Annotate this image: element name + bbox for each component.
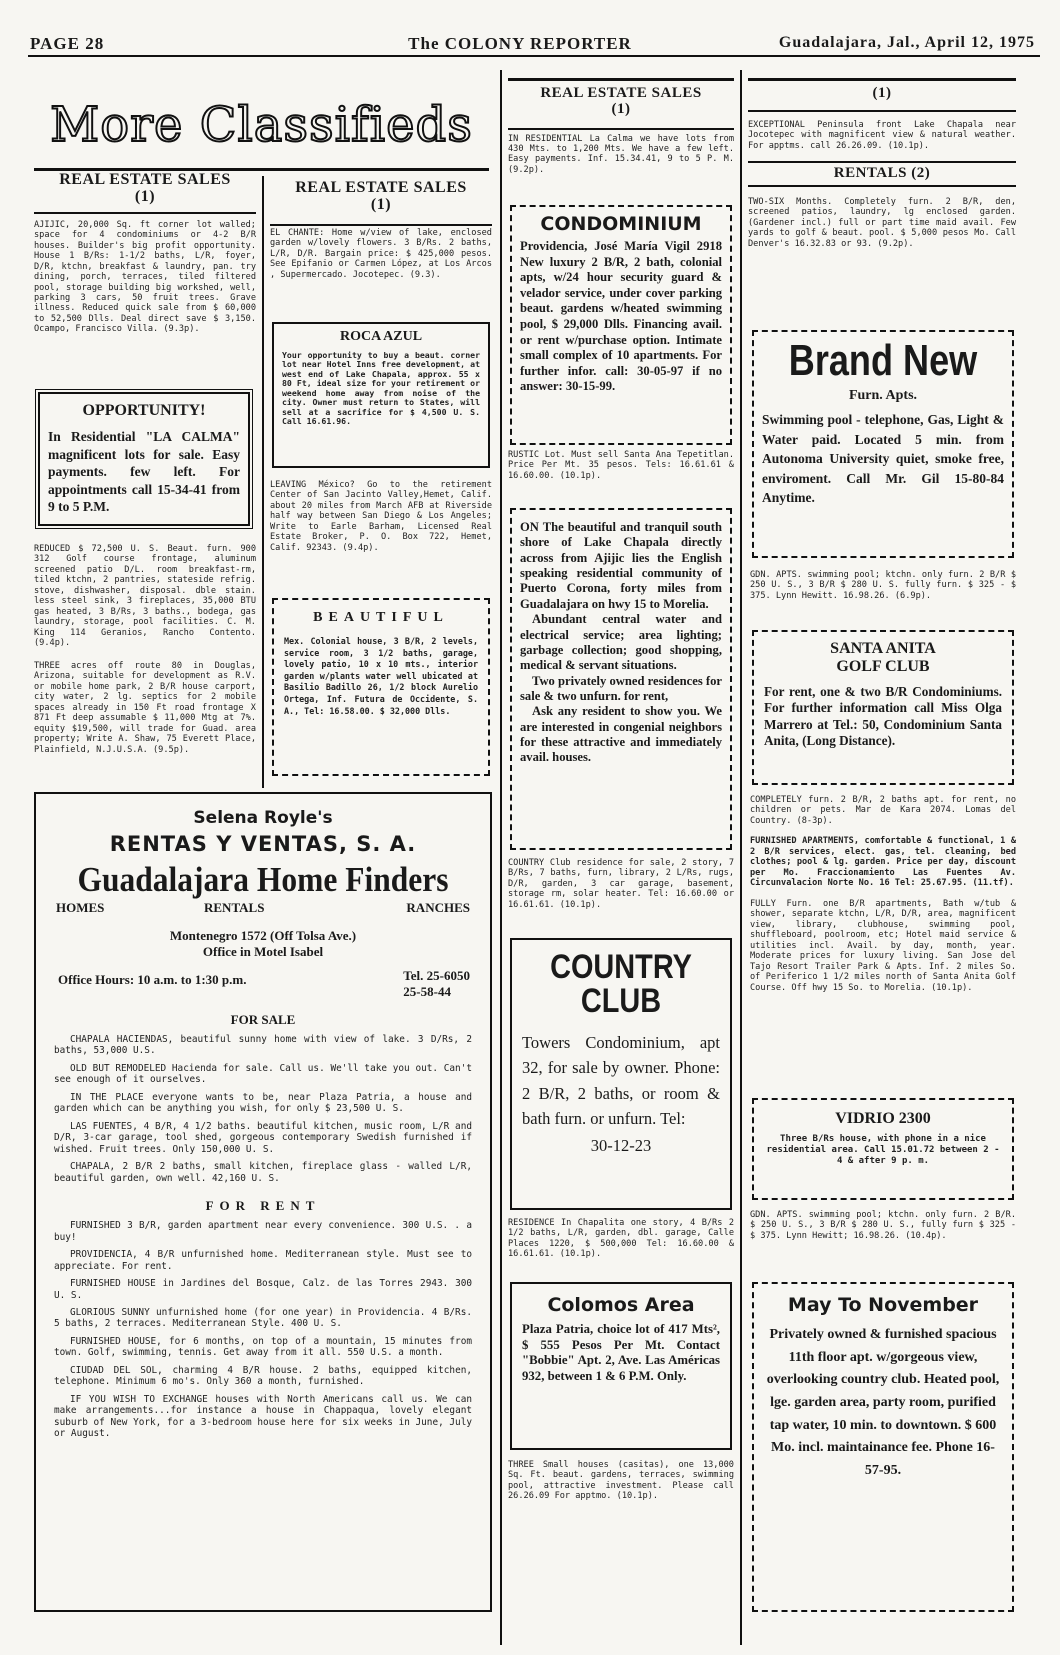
selena-hours: Office Hours: 10 a.m. to 1:30 p.m. [58, 972, 247, 987]
header-rule [28, 55, 1040, 57]
rent-listing: FURNISHED 3 B/R, garden apartment near every convenience. 300 U.S. . a buy! [54, 1220, 472, 1243]
column-3-residence [508, 1218, 734, 1260]
lake-text-2: Abundant central water and electrical service; area lighting; garbage collection; good shopping, medical & servant situations. [520, 612, 722, 673]
sale-listing: CHAPALA HACIENDAS, beautiful sunny home with view of lake. 3 D/Rs, 2 baths, 53,000 U.S. [54, 1034, 472, 1057]
roca-azul-text: Your opportunity to buy a beaut. corner lot near Hotel Inns free development, at west end of Lake Chapala, approx. 55 x 80 Ft, ideal size for your retirement or weekend home away from noise of the city. Owner must return to States, will sell at a sacrifice for $ 4,500 U. S. Call 16.61.96. [282, 350, 480, 426]
condominium-ad [510, 205, 732, 445]
selena-address1: Montenegro 1572 (Off Tolsa Ave.) [169, 928, 357, 943]
ad-rustic: RUSTIC Lot. Must sell Santa Ana Tepetitlan. Price Per Mt. 35 pesos. Tels: 16.61.61 & 16.60.00. (10.1p). [508, 450, 734, 481]
rent-listing: GLORIOUS SUNNY unfurnished home (for one year) in Providencia. 4 B/Rs. 5 baths, 2 terraces. Mediterranean Style. 400 U. S. [54, 1306, 472, 1330]
rent-listing: PROVIDENCIA, 4 B/R unfurnished home. Mediterranean style. Must see to appreciate. For rent. [54, 1249, 472, 1272]
col2-heading-rule [270, 224, 492, 226]
ad-reduced: REDUCED $ 72,500 U. S. Beaut. furn. 900 312 Golf course frontage, aluminum screened patio D/L. room breakfast-rm, tiled ktchn, 2 pantries, stateside refrig. stove, dishwasher, disposal. dble stain. less steel sink, 3 fireplaces, 35,000 BTU gas heated, 3 B/Rs, 3 baths., bodega, gas laundry, storage, pool facilities. C. M. King 114 Geranios, Rancho Contento. (9.4p). [34, 544, 256, 649]
sale-list [54, 1034, 472, 1184]
col1-heading: REAL ESTATE SALES (1) [59, 171, 231, 205]
santa-anita-title-1: SANTA ANITA [830, 640, 936, 657]
for-rent-heading: FOR RENT [205, 1198, 321, 1214]
col3-divider [740, 70, 742, 1645]
rentals-label: RENTALS [204, 900, 265, 915]
opportunity-title: OPPORTUNITY! [82, 402, 206, 419]
selena-contact [54, 968, 472, 1002]
column-1-lower [34, 544, 256, 755]
ad-el-chante: EL CHANTE: Home w/view of lake, enclosed garden w/lovely flowers. 3 B/Rs. 2 baths, L/R, D/R. Bargain price: $ 425,000 pesos. See Epifanio or Carmen López, at Los Arcos , Supermercado. Jocotepec. (9.3). [270, 227, 492, 280]
column-3-rustic [508, 450, 734, 481]
ad-residence: RESIDENCE In Chapalita one story, 4 B/Rs 2 1/2 baths, L/R, garden, dbl. garage, Calle Places 1220, $ 500,000 Tel: 16.60.00 & 16.61.61. (10.1p). [508, 1218, 734, 1260]
condominium-text: Providencia, José María Vigil 2918 New luxury 2 B/R, 2 bath, colonial apts, w/24 hour security guard & velador service, under cover parking beaut. gardens w/heated swimming pool, $ 29,000 Dlls. Financing avail. or rent w/purchase option. Intimate small complex of 10 apartments. For further infor. call: 30-05-97 if no answer: 30-15-99. [520, 239, 722, 394]
vidrio-text: Three B/Rs house, with phone in a nice residential area. Call 15.01.72 between 2 - 4 & after 9 p. m. [766, 1134, 1000, 1166]
column-3 [508, 86, 734, 175]
column-1 [34, 172, 256, 335]
selena-categories [54, 900, 472, 918]
rent-listing: FURNISHED HOUSE, for 6 months, on top of a mountain, 15 minutes from town. Golf, swimming, tennis. Get away from it all. 550 U.S. a month. [54, 1335, 472, 1359]
homes-label: HOMES [56, 900, 105, 915]
selena-line3: Guadalajara Home Finders [77, 860, 449, 899]
country-club-text: Towers Condominium, apt 32, for sale by owner. Phone: 2 B/R, 2 baths, or room & bath furn. or unfurn. Tel: [522, 1032, 720, 1129]
col2-heading: REAL ESTATE SALES (1) [295, 179, 467, 213]
country-club-ad [510, 938, 732, 1210]
lake-text-4: Ask any resident to show you. We are interested in congenial neighbors for these attractive and immediately avail. houses. [520, 704, 722, 765]
column-2-mid [270, 480, 492, 553]
sale-listing: OLD BUT REMODELED Hacienda for sale. Call us. We'll take you out. Can't see enough of it ourselves. [54, 1062, 472, 1086]
opportunity-ad [38, 392, 250, 526]
rent-listing: IF YOU WISH TO EXCHANGE houses with North Americans call us. We can make arrangements...for instance a house in Chappaqua, lovely elegant suburb of New York, for a 3-bedroom house here for six weeks in June, July or August. [54, 1393, 472, 1440]
col3-heading: REAL ESTATE SALES (1) [540, 85, 702, 117]
col1-divider [262, 176, 264, 788]
country-club-title-1: COUNTRY [550, 948, 692, 986]
selena-address2: Office in Motel Isabel [202, 944, 324, 959]
ad-furnished-apartments: FURNISHED APARTMENTS, comfortable & functional, 1 & 2 B/R services, elect. gas, tel. cleaning, bed clothes; pool & lg. garden. Price per day, discount per Mo. Fraccionamiento Las Fuentes Av. Circunvalacion Norte No. 16 Tel: 25.67.95. (11.tf). [750, 836, 1016, 889]
selena-line1: Selena Royle's [193, 808, 333, 828]
col3-heading-rule [508, 128, 734, 130]
lake-chapala-ad [510, 508, 732, 850]
ad-two-six: TWO-SIX Months. Completely furn. 2 B/R, den, screened patios, laundry, lg enclosed garden. (Gardener incl.) full or part time maid avail. Few yards to golf & beaut. pool. $ 5,000 pesos Mo. Call Denver's 16.32.83 or 93. (9.2p). [748, 196, 1016, 249]
brand-new-text: Swimming pool - telephone, Gas, Light & Water paid. Located 5 min. from Autonoma University quiet, smoke free, enviroment. Call Mr. Gil 15-80-84 Anytime. [762, 412, 1004, 506]
for-sale-heading: FOR SALE [230, 1012, 296, 1027]
ad-fully-furn: FULLY Furn. one B/R apartments, Bath w/tub & shower, separate ktchn, L/R, D/R, area, magnificent view, library, clubhouse, swimming pool, shuffleboard, poolroom, etc; Hotel maid service & utilities incl. Avail. by day, month, year. Moderate prices for luxury living. San Jose del Tajo Resort Trailer Park & Apts. Inf. 2 miles So. of Periferico 1 1/2 miles north of Santa Anita Golf Course. Off hwy 15 So. to Morelia. (10.1p). [750, 898, 1016, 993]
sale-listing: LAS FUENTES, 4 B/R, 4 1/2 baths. beautiful kitchen, music room, L/R and D/R, 3-car garage, tool shed, gorgeous contemporary Swedish furnished if wished. Fruit trees. Only 150,000 U. S. [54, 1120, 472, 1155]
page-number: PAGE 28 [30, 34, 105, 53]
column-4 [748, 86, 1016, 249]
place-date: Guadalajara, Jal., April 12, 1975 [778, 34, 1035, 51]
beautiful-ad [272, 598, 490, 776]
col3-top-rule [508, 78, 734, 81]
col4-heading-1: (1) [872, 85, 892, 101]
may-title: May To November [787, 1294, 979, 1316]
vidrio-ad [752, 1098, 1014, 1200]
col4-top-rule [748, 78, 1016, 81]
col2-divider [500, 70, 502, 1645]
colomos-text: Plaza Patria, choice lot of 417 Mts², $ 555 Pesos Per Mt. Contact "Bobbie" Apt. 2, Ave. Las Américas 932, between 1 & 6 P.M. Only. [522, 1322, 720, 1383]
rent-list [54, 1220, 472, 1440]
selena-line2: RENTAS Y VENTAS, S. A. [109, 832, 417, 856]
ad-ajijic: AJIJIC, 20,000 Sq. ft corner lot walled; space for 4 condominiums or 4-2 B/R houses. Builder's big profit opportunity. House 1 B/Rs: 1-1/2 baths, L/R, foyer, D/R, ktchn, breakfast & laundry, pan. try dining, porch, terraces, tiled filtered pool, storage building big workshed, well, parking 3 cars, 50 fruit trees. Grave illness. Reduced quick sale from $ 60,000 to 52,500 Dlls. Deal direct save $ 3,150. Ocampo, Francisco Villa. (9.3p). [34, 219, 256, 335]
column-4-gdn2 [750, 1210, 1016, 1241]
col4-heading-2: RENTALS (2) [748, 161, 1016, 187]
selena-royle-ad [34, 792, 492, 1612]
column-2 [270, 180, 492, 280]
roca-azul-ad [272, 322, 490, 468]
brand-new-title: Brand New [788, 336, 978, 385]
ad-three-acres: THREE acres off route 80 in Douglas, Arizona, suitable for development as R.V. or mobile home park, 2 B/R house carport, city water, 2 lg. septics for 2 mobile spaces already in 150 Ft road frontage X 871 Ft deep assumable $ 11,000 Mtg at 7%. equity $19,500, will trade for Guad. area property; Write A. Shaw, 75 Everett Place, Plainfield, N.J.U.S.A. (9.5p). [34, 660, 256, 755]
lake-text-3: Two privately owned residences for sale & two unfurn. for rent, [520, 673, 722, 703]
ad-gdn-apts-2: GDN. APTS. swimming pool; ktchn. only furn. 2 B/R. $ 250 U. S., 3 B/R $ 280 U. S., fully furn $ 325 - $ 375. Lynn Hewitt; 16.98.26. (10.4p). [750, 1210, 1016, 1241]
country-club-tel: 30-12-23 [590, 1135, 652, 1155]
santa-anita-ad [752, 630, 1014, 785]
ad-gdn-apts-1: GDN. APTS. swimming pool; ktchn. only furn. 2 B/R $ 250 U. S., 3 B/R $ 280 U. S. fully furn. $ 325 - $ 375. Lynn Hewitt. 16.98.26. (6.9p). [750, 570, 1016, 601]
beautiful-text: Mex. Colonial house, 3 B/R, 2 levels, service room, 3 1/2 baths, garage, lovely patio, 10 x 10 mts., interior garden w/plants water well ubicated at Basilio Badillo 26, 1/2 block Aurelio Ortega, Inf. Futura de Occidente, S. A., Tel: 16.58.00. $ 32,000 Dlls. [284, 636, 478, 716]
column-3-bottom [508, 1460, 734, 1502]
ad-completely: COMPLETELY furn. 2 B/R, 2 baths apt. for rent, no children or pets. Mar de Kara 2074. Lomas del Country. (8-3p). [750, 795, 1016, 826]
sale-listing: CHAPALA, 2 B/R 2 baths, small kitchen, fireplace glass - walled L/R, beautiful garden, own well. 42,160 U. S. [54, 1161, 472, 1184]
santa-anita-text: For rent, one & two B/R Condominiums. For further information call Miss Olga Marrero at Tel.: 50, Condominium Santa Anita, (Long Distance). [764, 684, 1002, 749]
sale-listing: IN THE PLACE everyone wants to be, near Plaza Patria, a house and garden which can be anything you wish, for only $ 23,500 U. S. [54, 1091, 472, 1115]
lake-text-1: ON The beautiful and tranquil south shore of Lake Chapala directly across from Ajijic lies the English speaking residential community of Puerto Corona, forty miles from Guadalajara on hwy 15 to Morelia. [520, 520, 722, 611]
rent-listing: CIUDAD DEL SOL, charming 4 B/R house. 2 baths, equipped kitchen, telephone. Minimum 6 mo's. Only 360 a month, furnished. [54, 1364, 472, 1388]
ad-exceptional: EXCEPTIONAL Peninsula front Lake Chapala near Jocotepec with magnificent view & natural weather. For apptms. call 26.26.09. (10.1p). [748, 119, 1016, 151]
selena-tel: Tel. 25-6050 25-58-44 [403, 968, 470, 999]
ad-country-club-residence: COUNTRY Club residence for sale, 2 story, 7 B/Rs, 7 baths, furn, library, 2 L/Rs, rugs, D/R, garden, 3 car garage, basement, storage rm, solar heater. Tel: 16.60.00 or 16.61.61. (10.1p). [508, 858, 734, 910]
paper-name: The COLONY REPORTER [408, 34, 632, 53]
condominium-title: CONDOMINIUM [540, 213, 702, 235]
column-4-gdn1 [750, 570, 1016, 601]
vidrio-title: VIDRIO 2300 [835, 1110, 931, 1127]
brand-new-subtitle: Furn. Apts. [848, 388, 918, 404]
beautiful-title: BEAUTIFUL [313, 610, 449, 625]
may-text: Privately owned & furnished spacious 11th floor apt. w/gorgeous view, overlooking country club. Heated pool, lge. garden area, party room, purified tap water, 10 min. to downtown. $ 600 Mo. incl. maintainance fee. Phone 16-57-95. [766, 1327, 1000, 1479]
column-4-mid [750, 795, 1016, 993]
col4-heading-rule [748, 110, 1016, 112]
colomos-title: Colomos Area [547, 1294, 695, 1316]
roca-azul-title: ROCA AZUL [339, 329, 423, 344]
brand-new-ad [752, 330, 1014, 558]
rent-listing: FURNISHED HOUSE in Jardines del Bosque, Calz. de las Torres 2943. 300 U. S. [54, 1278, 472, 1301]
ad-three-small: THREE Small houses (casitas), one 13,000 Sq. Ft. beaut. gardens, terraces, swimming pool, attractive investment. Please call 26.26.09 For apptmo. (10.1p). [508, 1460, 734, 1502]
column-3-country [508, 858, 734, 910]
country-club-title-2: CLUB [580, 982, 662, 1020]
opportunity-text: In Residential "LA CALMA" magnificent lots for sale. Easy payments. few left. For appointments call 15-34-41 from 9 to 5 P.M. [48, 429, 240, 515]
ad-leaving: LEAVING México? Go to the retirement Center of San Jacinto Valley,Hemet, Calif. about 20 miles from March AFB at Riverside half way between San Diego & Los Angeles; Write to Earle Barham, Licensed Real Estate Broker, P. O. Box 722, Hemet, Calif. 92343. (9.4p). [270, 480, 492, 553]
banner-title: More Classifieds [50, 97, 473, 153]
santa-anita-title-2: GOLF CLUB [836, 658, 930, 675]
colomos-ad [510, 1282, 732, 1450]
ranches-label: RANCHES [406, 900, 470, 915]
col1-heading-rule [34, 212, 256, 214]
may-to-november-ad [752, 1282, 1014, 1612]
ad-in-residential: IN RESIDENTIAL La Calma we have lots from 430 Mts. to 1,200 Mts. We have a few left. Easy payments. Inf. 15.34.41, 9 to 5 P. M. (9.2p). [508, 133, 734, 175]
